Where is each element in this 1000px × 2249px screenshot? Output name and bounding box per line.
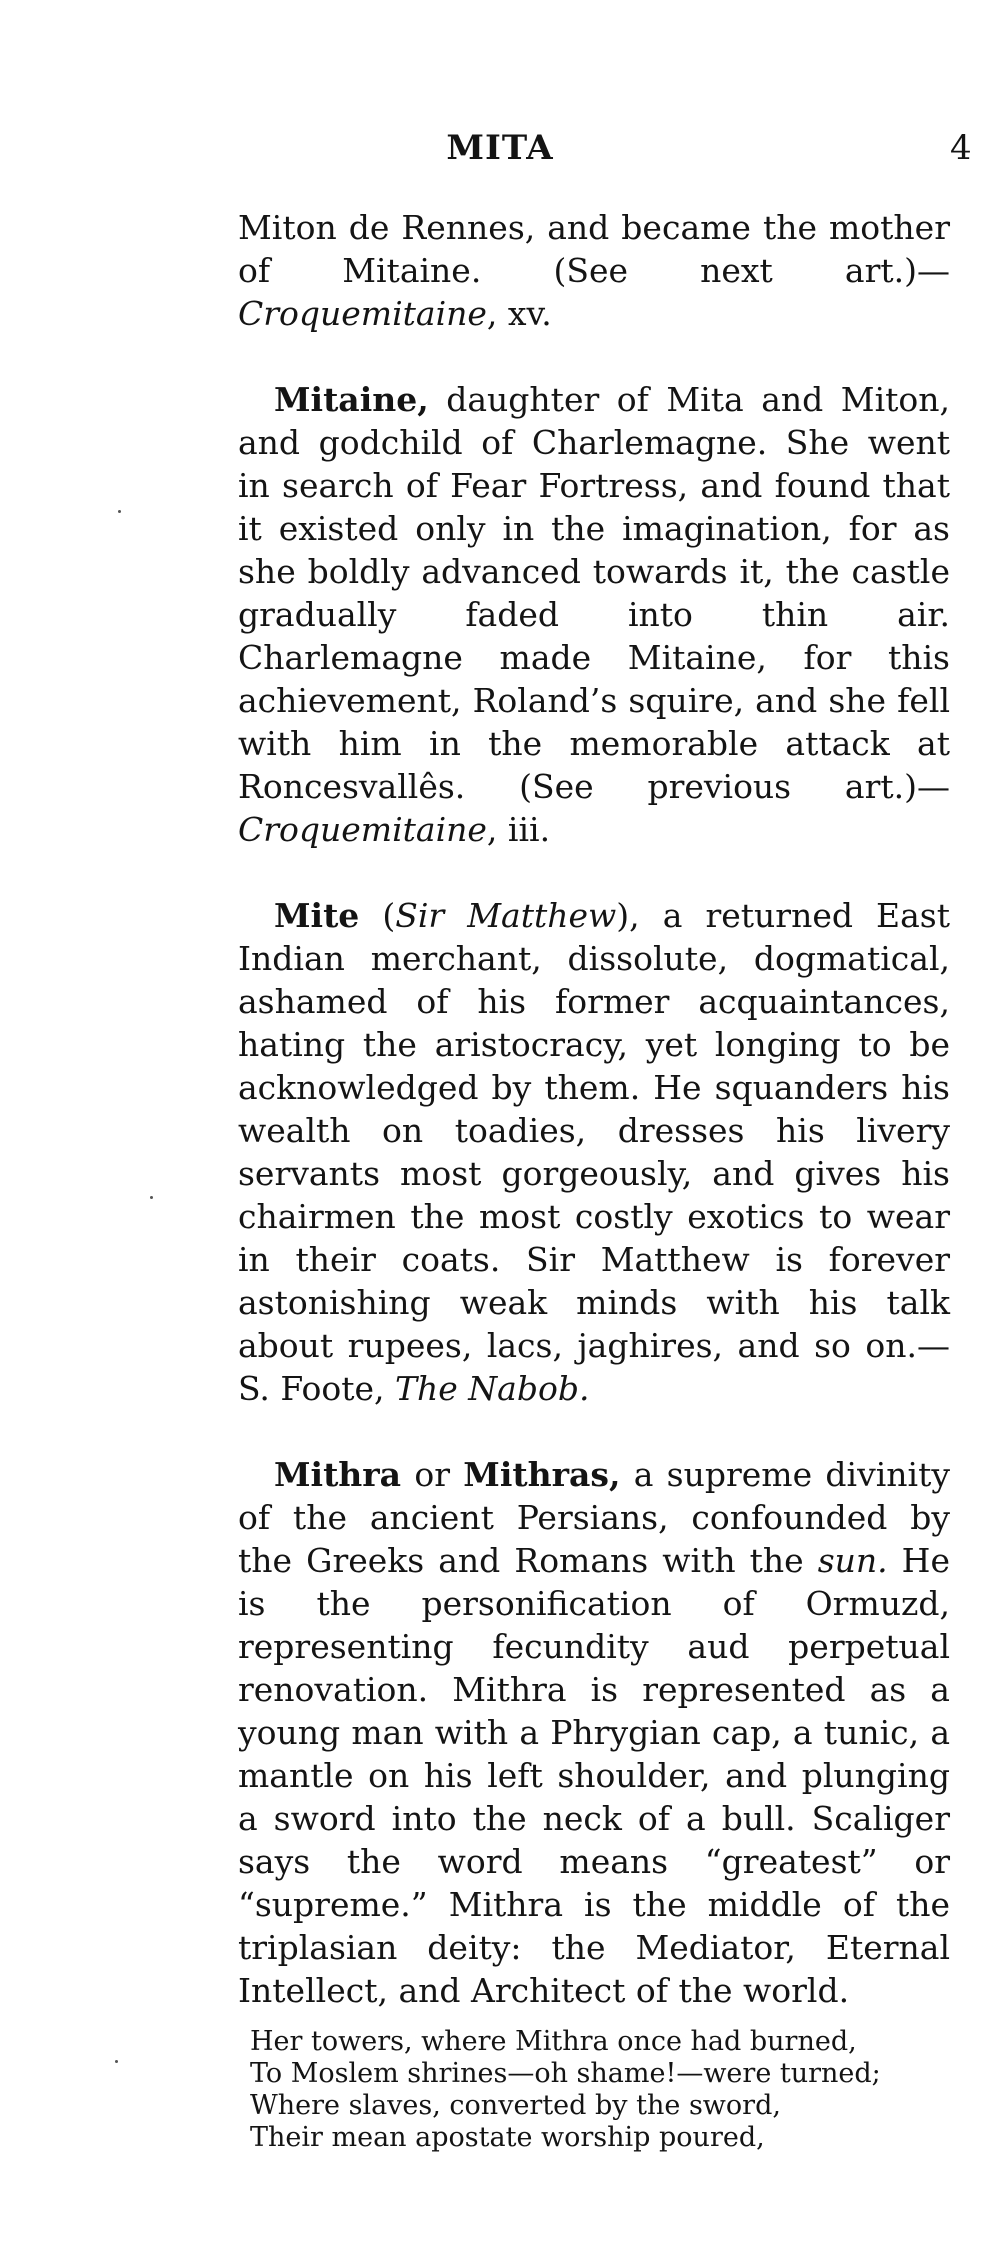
entry-mithra: Mithra or Mithras, a supreme divinity of the ancient Persians, confounded by the Greeks and Romans with the sun. He is the personification of Ormuzd, representing fecundity aud perpetual renovation. Mithra is represented as a young man with a Phrygian cap, a tunic, a mantle on his left shoulder, and plunging a sword into the neck of a bull. Scaliger says the word means “greatest” or “supreme.” Mithra is the middle of the triplasian deity: the Mediator, Eternal Intellect, and Architect of the world.: [238, 1455, 950, 2010]
verse-line: To Moslem shrines—oh shame!—were turned;: [250, 2058, 881, 2089]
verse-quotation: [238, 2026, 950, 2154]
verse-line: Where slaves, converted by the sword,: [250, 2090, 781, 2121]
headword: Mitaine,: [274, 380, 429, 419]
source-work: The Nabob.: [395, 1369, 590, 1408]
title-italic: Sir Matthew: [395, 896, 617, 935]
headword: Mite: [274, 896, 360, 935]
entry-text-continued: He is the personification of Ormuzd, representing fecundity aud perpetual renovation. Mithra is represented as a young man with a Phrygian cap, a tunic, a mantle on his left shoulder, and plunging a sword into the neck of a bull. Scaliger says the word means “greatest” or “supreme.” Mithra is the middle of the triplasian deity: the Mediator, Eternal Intellect, and Architect of the world.: [238, 1541, 950, 2010]
running-head: MITA: [446, 128, 554, 168]
verse-line: Her towers, where Mithra once had burned,: [250, 2026, 857, 2057]
source-ref: , xv.: [486, 294, 552, 333]
entry-mita-continued: [238, 206, 950, 335]
entry-text: daughter of Mita and Miton, and godchild of Charlemagne. She went in search of Fear Fortress, and found that it existed only in the imagination, for as she boldly advanced towards it, the castle gradually faded into thin air. Charlemagne made Mitaine, for this achievement, Roland’s squire, and she fell with him in the memorable attack at Roncesvallês. (See previous art.)—: [238, 380, 950, 806]
entry-mitaine: [238, 378, 950, 851]
paper-speck: [115, 2060, 118, 2063]
paper-speck: [118, 510, 121, 513]
entry-mite: Mite (Sir Matthew), a returned East Indian merchant, dissolute, dogmatical, ashamed of his former acquaintances, hating the aristocracy, yet longing to be acknowledged by them. He squanders his wealth on toadies, dresses his livery servants most gorgeously, and gives his chairmen the most costly exotics to wear in their coats. Sir Matthew is forever astonishing weak minds with his talk about rupees, lacs, jaghires, and so on.—S. Foote, The Nabob.: [238, 896, 950, 1408]
entry-text: Miton de Rennes, and became the mother of Mitaine. (See next art.)—: [238, 208, 950, 290]
verse-line: Their mean apostate worship poured,: [250, 2122, 765, 2153]
source-work: Croquemitaine: [238, 294, 487, 333]
source-ref: , iii.: [486, 810, 551, 849]
paper-speck: [150, 1196, 153, 1199]
italic-word: sun.: [817, 1541, 888, 1580]
source-work: Croquemitaine: [238, 810, 487, 849]
text-column: [238, 206, 950, 2154]
headword: Mithra: [274, 1455, 402, 1494]
headword-variant: Mithras,: [463, 1455, 621, 1494]
page-number: 4: [950, 128, 972, 168]
entry-text: ), a returned East Indian merchant, dissolute, dogmatical, ashamed of his former acquaintances, hating the aristocracy, yet longing to be acknowledged by them. He squanders his wealth on toadies, dresses his livery servants most gorgeously, and gives his chairmen the most costly exotics to wear in their coats. Sir Matthew is forever astonishing weak minds with his talk about rupees, lacs, jaghires, and so on.—S. Foote,: [238, 896, 950, 1408]
entry-text: a supreme divinity of the ancient Persians, confounded by the Greeks and Romans with the: [238, 1455, 950, 1580]
